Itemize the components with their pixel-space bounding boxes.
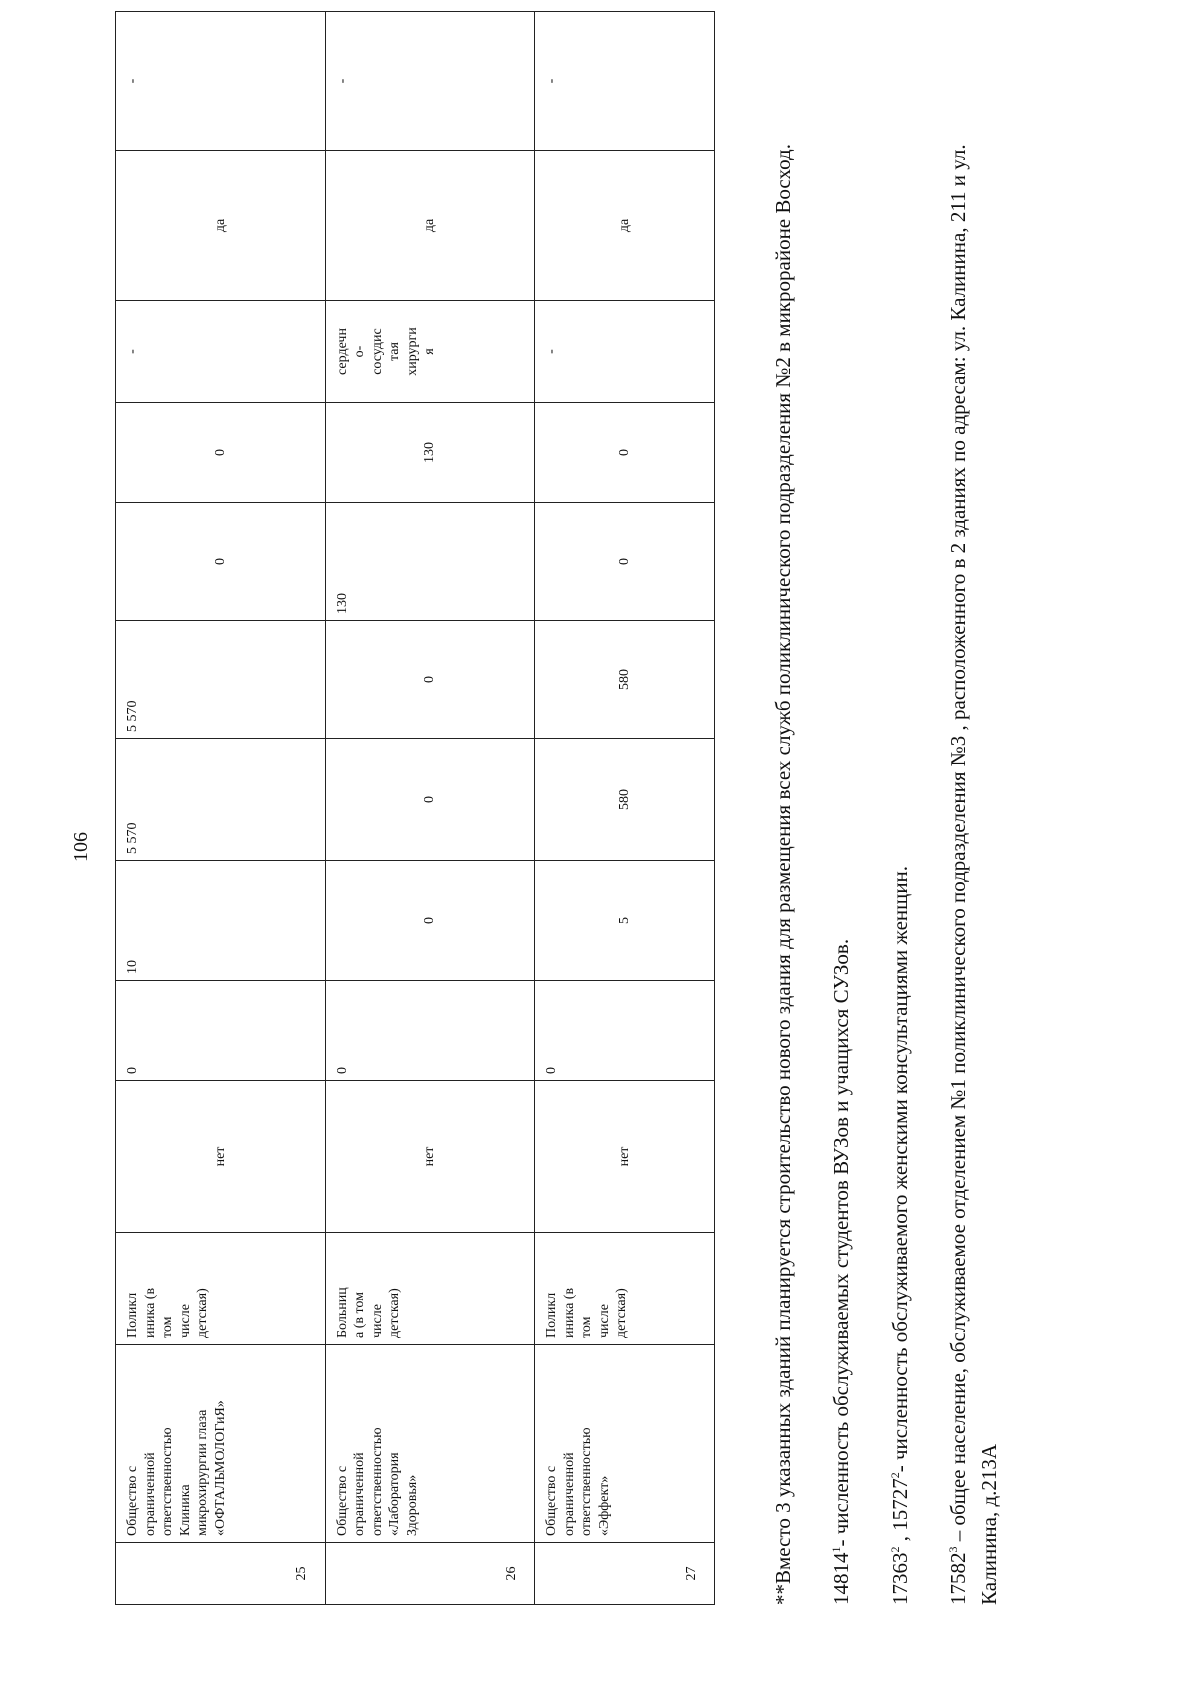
cell-col9: 0 [535,403,715,503]
footnote-1 [826,112,856,1605]
cell-col11: да [325,151,535,301]
cell-col11: да [535,151,715,301]
footnote-1-mark: 1 [829,1546,844,1553]
cell-col11: да [116,151,326,301]
cell-col6: 5 570 [116,739,326,861]
cell-col12: - [116,12,326,151]
cell-col10: сердечн о- сосудис тая хирурги я [325,301,535,403]
cell-col9: 0 [116,403,326,503]
facility-type: Поликл иника (в том числе детская) [535,1233,715,1345]
facilities-table [115,11,715,1605]
table-row [535,12,715,1605]
cell-col8: 0 [116,503,326,621]
footnote-1-text: - численность обслуживаемых студентов ВУЗов и учащихся СУЗов. [829,938,854,1547]
cell-col10: - [535,301,715,403]
facility-type: Поликл иника (в том числе детская) [116,1233,326,1345]
facility-type: Больниц а (в том числе детская) [325,1233,535,1345]
row-number: 26 [325,1543,535,1605]
cell-col9: 130 [325,403,535,503]
table-row [116,12,326,1605]
table-row [325,12,535,1605]
cell-col4: 0 [116,981,326,1081]
cell-col4: 0 [325,981,535,1081]
cell-col8: 0 [535,503,715,621]
cell-col7: 0 [325,621,535,739]
footnote-2-number-a: 17363 [887,1552,912,1605]
footnote-3-number: 17582 [946,1552,971,1605]
page-number: 106 [70,832,92,862]
cell-col4: 0 [535,981,715,1081]
organization-name: Общество с ограниченной ответственностью Клиника микрохирургии глаза «ОФТАЛЬМОЛОГиЯ» [116,1345,326,1543]
cell-col12: - [535,12,715,151]
row-number: 25 [116,1543,326,1605]
cell-col3: нет [116,1081,326,1233]
footnote-2-separator: , [887,1530,912,1547]
cell-col6: 0 [325,739,535,861]
footnote-2-text: - численность обслуживаемого женскими консультациями женщин. [887,865,912,1473]
cell-col6: 580 [535,739,715,861]
organization-name: Общество с ограниченной ответственностью «Лаборатория Здоровья» [325,1345,535,1543]
footnote-2-number-b: 15727 [887,1478,912,1531]
footnote-3-mark: 3 [946,1546,961,1553]
footnote-2-mark-a: 2 [887,1546,902,1553]
cell-col5: 10 [116,861,326,981]
organization-name: Общество с ограниченной ответственностью «Эффект» [535,1345,715,1543]
cell-col10: - [116,301,326,403]
cell-col12: - [325,12,535,151]
cell-col3: нет [325,1081,535,1233]
cell-col5: 0 [325,861,535,981]
footnote-2 [885,112,915,1605]
footnote-1-number: 14814 [829,1552,854,1605]
row-number: 27 [535,1543,715,1605]
footnote-main: **Вместо 3 указанных зданий планируется строительство нового здания для размещения всех служб поликлинического подразделения №2 в микрорайоне Восход. [771,144,795,1605]
footnote-3-text: – общее население, обслуживаемое отделением №1 поликлинического подразделения №3 , расположенного в 2 зданиях по адресам: ул. Калинина, 211 и ул. Калинина, д.213А [946,144,1001,1605]
cell-col5: 5 [535,861,715,981]
footnotes [768,112,1032,1605]
cell-col7: 5 570 [116,621,326,739]
cell-col8: 130 [325,503,535,621]
cell-col3: нет [535,1081,715,1233]
cell-col7: 580 [535,621,715,739]
footnote-2-mark-b: 2 [887,1472,902,1479]
footnote-3 [943,112,1004,1605]
